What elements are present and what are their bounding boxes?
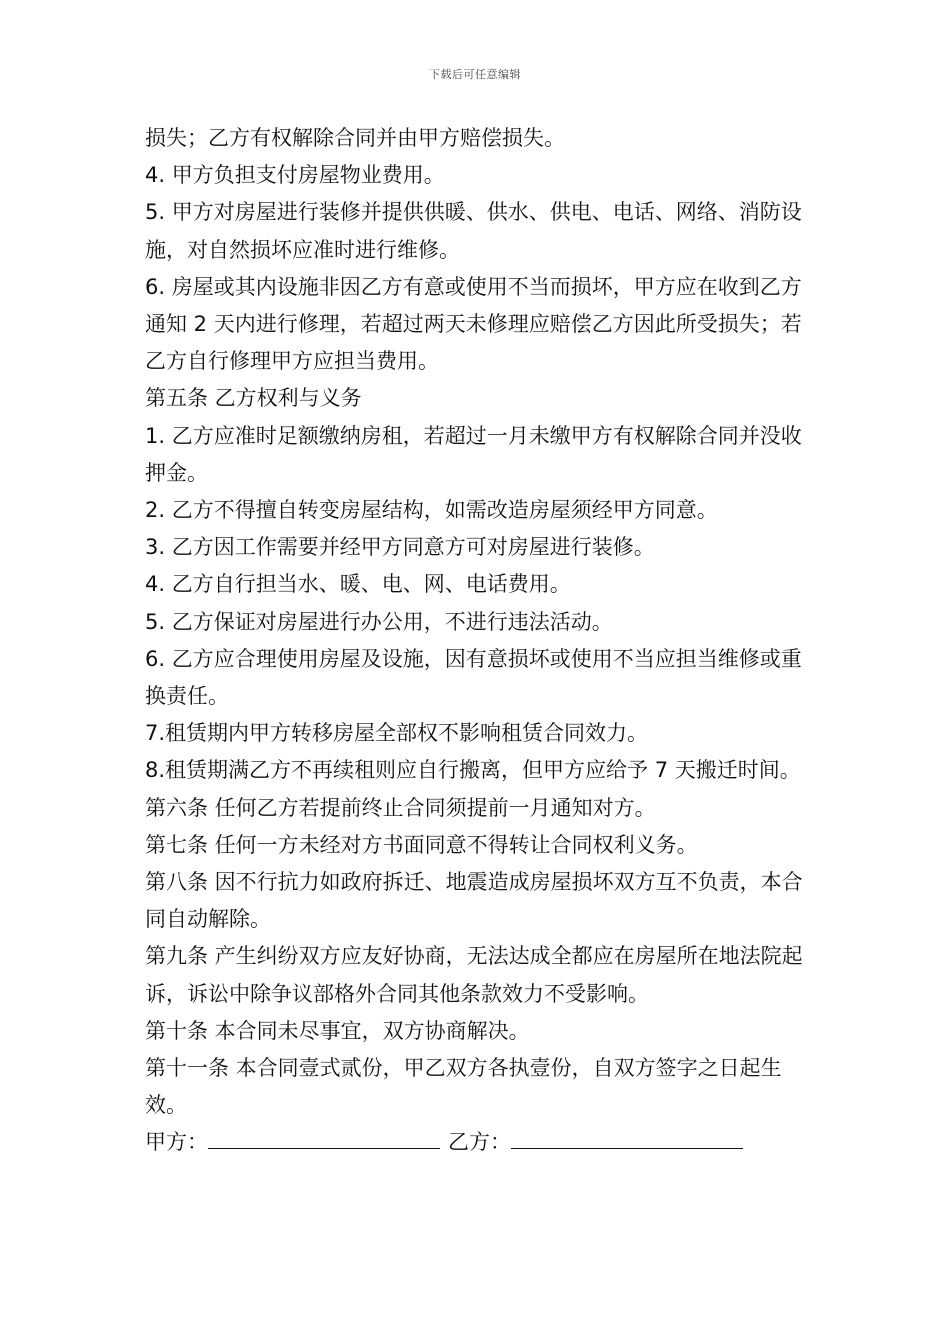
clause-paragraph: 第十条 本合同未尽事宜，双方协商解决。: [145, 1018, 530, 1043]
paragraph: 6. 乙方应合理使用房屋及设施，因有意损坏或使用不当应担当维修或重换责任。: [145, 646, 802, 709]
paragraph: 5. 乙方保证对房屋进行办公用，不进行违法活动。: [145, 609, 613, 634]
clause-paragraph: 第八条 因不行抗力如政府拆迁、地震造成房屋损坏双方互不负责，本合同自动解除。: [145, 870, 803, 932]
paragraph: 1. 乙方应准时足额缴纳房租，若超过一月未缴甲方有权解除合同并没收押金。: [145, 423, 802, 485]
page-header-note: 下载后可任意编辑: [429, 68, 521, 81]
paragraph: 4. 乙方自行担当水、暖、电、网、电话费用。: [145, 572, 571, 597]
document-body: [145, 120, 810, 1162]
paragraph: 3. 乙方因工作需要并经甲方同意方可对房屋进行装修。: [145, 535, 655, 560]
section-heading: 第五条 乙方权利与义务: [145, 386, 362, 411]
clause-paragraph: 第十一条 本合同壹式贰份，甲乙双方各执壹份，自双方签字之日起生效。: [145, 1056, 782, 1118]
party-a-label: 甲方：: [145, 1130, 208, 1155]
signature-line: [145, 1124, 810, 1161]
party-a-signature-blank: [208, 1126, 440, 1149]
party-b-label: 乙方：: [448, 1130, 511, 1155]
clause-paragraph: 第六条 任何乙方若提前终止合同须提前一月通知对方。: [145, 795, 656, 820]
clause-paragraph: 第九条 产生纠纷双方应友好协商，无法达成全都应在房屋所在地法院起诉，诉讼中除争议部格外合同其他条款效力不受影响。: [145, 944, 803, 1006]
clause-paragraph: 第七条 任何一方未经对方书面同意不得转让合同权利义务。: [145, 832, 698, 857]
paragraph: 7.租赁期内甲方转移房屋全部权不影响租赁合同效力。: [145, 721, 649, 746]
paragraph: 4. 甲方负担支付房屋物业费用。: [145, 163, 445, 188]
paragraph: 8.租赁期满乙方不再续租则应自行搬离，但甲方应给予 7 天搬迁时间。: [145, 758, 801, 783]
paragraph: 6. 房屋或其内设施非因乙方有意或使用不当而损坏，甲方应在收到乙方通知 2 天内进行修理，若超过两天未修理应赔偿乙方因此所受损失；若乙方自行修理甲方应担当费用。: [145, 274, 802, 374]
paragraph: 5. 甲方对房屋进行装修并提供供暖、供水、供电、电话、网络、消防设施，对自然损坏应准时进行维修。: [145, 200, 802, 262]
paragraph: 损失；乙方有权解除合同并由甲方赔偿损失。: [145, 126, 565, 150]
paragraph: 2. 乙方不得擅自转变房屋结构，如需改造房屋须经甲方同意。: [145, 498, 718, 523]
party-b-signature-blank: [511, 1126, 743, 1149]
